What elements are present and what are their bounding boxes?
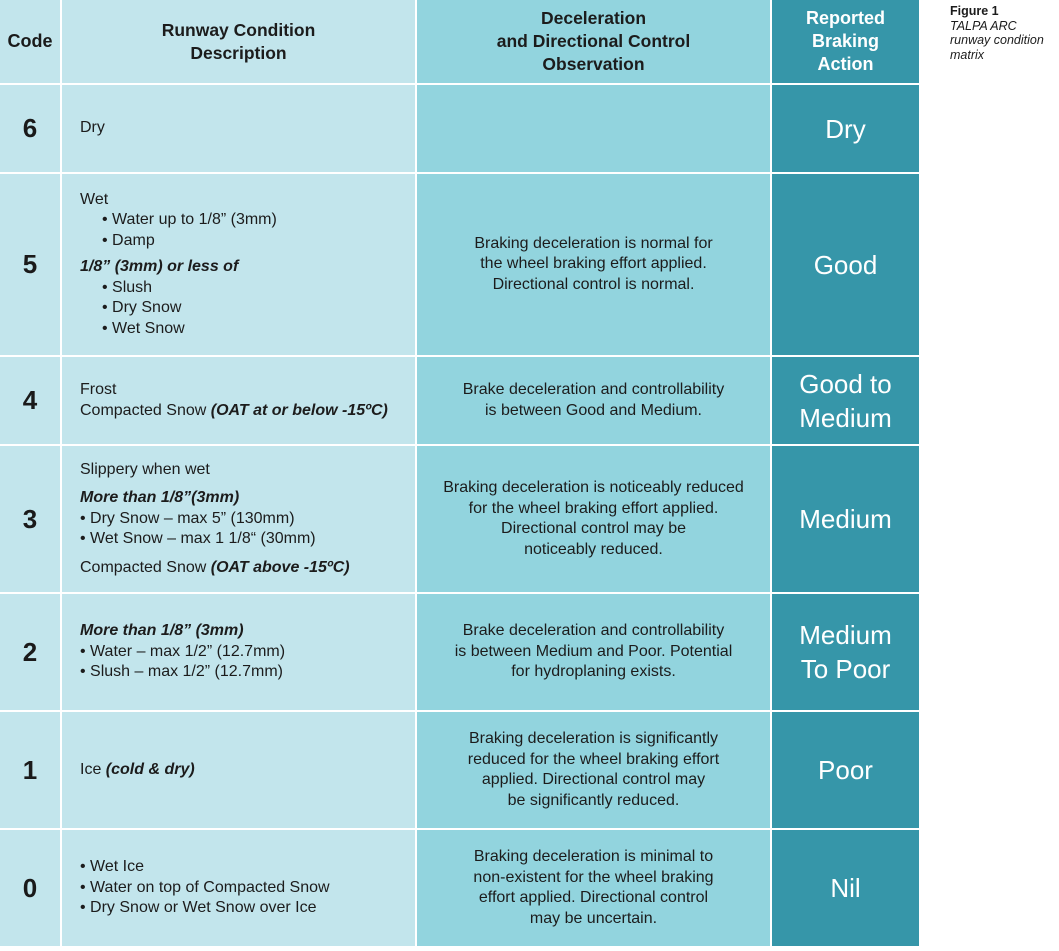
obs-line: may be uncertain. xyxy=(529,909,658,927)
desc-bullet: • Slush – max 1/2” (12.7mm) xyxy=(80,663,283,681)
desc-bullet: • Wet Snow xyxy=(102,319,185,337)
action-line: Good to xyxy=(799,368,892,399)
desc-bullet: • Damp xyxy=(102,231,155,249)
action-line: Poor xyxy=(818,755,873,785)
row-description xyxy=(62,85,415,172)
obs-line: applied. Directional control may xyxy=(481,771,706,788)
caption-text: TALPA ARC runway condition matrix xyxy=(950,18,1044,62)
desc-line: Frost xyxy=(80,381,117,398)
obs-line: noticeably reduced. xyxy=(524,540,663,558)
row-observation xyxy=(417,594,770,710)
row-observation xyxy=(417,174,770,355)
row-braking-action xyxy=(772,85,919,172)
obs-line: Brake deceleration and controllability xyxy=(462,622,725,640)
obs-line: be significantly reduced. xyxy=(507,791,680,809)
header-description-line: Runway Condition xyxy=(161,19,316,40)
desc-line: Wet xyxy=(80,190,109,208)
desc-bullet: • Dry Snow xyxy=(102,299,182,317)
desc-bullet: • Dry Snow – max 5” (130mm) xyxy=(80,509,295,527)
row-description xyxy=(62,174,415,355)
header-observation-line: Deceleration xyxy=(540,8,647,28)
row-code: 2 xyxy=(0,594,60,710)
desc-bullet: • Slush xyxy=(102,278,153,296)
row-braking-action xyxy=(772,174,919,355)
desc-line xyxy=(80,558,350,579)
header-braking-action xyxy=(772,0,919,83)
row-observation xyxy=(417,85,770,172)
row-description xyxy=(62,712,415,828)
row-braking-action xyxy=(772,446,919,592)
desc-text: Ice xyxy=(80,760,106,778)
obs-line: Braking deceleration is noticeably reduced xyxy=(443,479,744,496)
action-line: Medium xyxy=(799,620,892,650)
desc-emphasis: (OAT at or below -15ºC) xyxy=(210,401,388,419)
obs-line: for hydroplaning exists. xyxy=(511,663,676,681)
row-observation xyxy=(417,830,770,946)
desc-bullet: • Dry Snow or Wet Snow over Ice xyxy=(80,899,317,917)
header-observation xyxy=(417,0,770,83)
row-code: 3 xyxy=(0,446,60,592)
desc-line: Slippery when wet xyxy=(80,460,210,478)
row-code: 5 xyxy=(0,174,60,355)
action-line: Dry xyxy=(825,113,866,144)
row-observation xyxy=(417,357,770,444)
obs-line: non-existent for the wheel braking xyxy=(473,868,714,886)
figure-caption xyxy=(950,4,1055,62)
desc-bullet: • Water on top of Compacted Snow xyxy=(80,878,330,896)
header-description xyxy=(62,0,415,83)
desc-line: Dry xyxy=(80,119,105,137)
row-description xyxy=(62,594,415,710)
row-braking-action xyxy=(772,830,919,946)
obs-line: Brake deceleration and controllability xyxy=(462,381,725,398)
obs-line: Braking deceleration is significantly xyxy=(468,730,718,747)
header-action-line: Action xyxy=(817,54,874,74)
obs-line: is between Medium and Poor. Potential xyxy=(454,642,733,660)
row-code: 6 xyxy=(0,85,60,172)
action-line: Nil xyxy=(830,873,861,903)
desc-emphasis: (OAT above -15ºC) xyxy=(210,558,350,576)
obs-line: Directional control may be xyxy=(501,520,686,537)
header-action-line: Braking xyxy=(811,31,879,51)
action-line: To Poor xyxy=(800,654,891,684)
header-action-line: Reported xyxy=(805,8,885,28)
row-observation xyxy=(417,712,770,828)
row-braking-action xyxy=(772,357,919,444)
obs-line: is between Good and Medium. xyxy=(484,401,702,419)
row-braking-action xyxy=(772,712,919,828)
row-code: 1 xyxy=(0,712,60,828)
desc-text: Compacted Snow xyxy=(80,401,211,419)
header-description-line: Description xyxy=(190,42,287,63)
desc-subheading: 1/8” (3mm) or less of xyxy=(80,258,239,276)
header-code: Code xyxy=(0,0,60,83)
obs-line: Directional control is normal. xyxy=(492,275,695,293)
action-line: Medium xyxy=(799,504,892,534)
row-braking-action xyxy=(772,594,919,710)
action-line: Medium xyxy=(799,402,892,433)
desc-line xyxy=(80,401,388,422)
row-description xyxy=(62,357,415,444)
obs-line: for the wheel braking effort applied. xyxy=(468,499,719,517)
row-code: 4 xyxy=(0,357,60,444)
obs-line: the wheel braking effort applied. xyxy=(480,255,707,273)
desc-bullet: • Wet Ice xyxy=(80,858,144,876)
desc-text: Compacted Snow xyxy=(80,558,211,576)
row-description xyxy=(62,446,415,592)
row-description xyxy=(62,830,415,946)
obs-line: Braking deceleration is normal for xyxy=(474,234,713,252)
desc-subheading: More than 1/8” (3mm) xyxy=(80,622,244,640)
desc-bullet: • Water – max 1/2” (12.7mm) xyxy=(80,642,286,660)
obs-line: reduced for the wheel braking effort xyxy=(467,750,720,768)
header-observation-line: and Directional Control xyxy=(496,31,691,51)
desc-bullet: • Water up to 1/8” (3mm) xyxy=(102,211,277,229)
caption-title: Figure 1 xyxy=(950,4,999,18)
obs-line: Braking deceleration is minimal to xyxy=(473,848,714,865)
header-observation-line: Observation xyxy=(542,54,645,74)
desc-bullet: • Wet Snow – max 1 1/8“ (30mm) xyxy=(80,530,316,548)
row-code: 0 xyxy=(0,830,60,946)
obs-line: effort applied. Directional control xyxy=(478,889,709,906)
desc-line xyxy=(80,760,195,781)
row-observation xyxy=(417,446,770,592)
desc-emphasis: (cold & dry) xyxy=(105,760,195,778)
action-line: Good xyxy=(813,249,878,280)
desc-subheading: More than 1/8”(3mm) xyxy=(80,489,240,507)
